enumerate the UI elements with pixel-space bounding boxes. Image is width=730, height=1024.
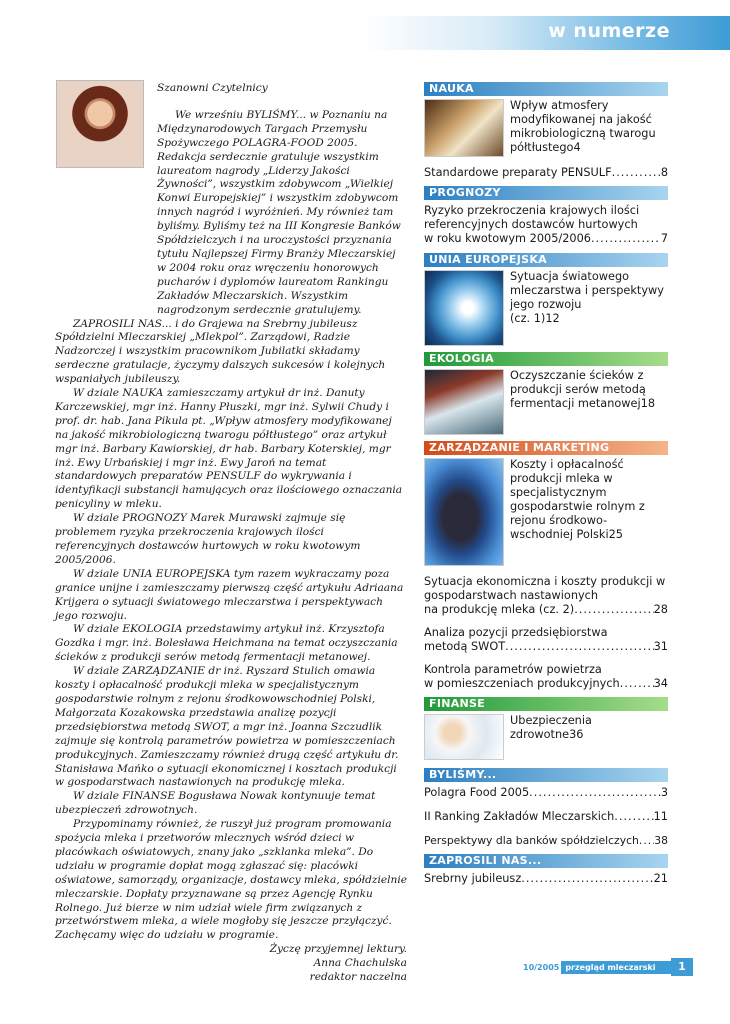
section-header-bylismy: BYLIŚMY... <box>424 768 668 782</box>
toc-entry-title: II Ranking Zakładów Mleczarskich <box>424 810 615 823</box>
toc-entry-title: wschodniej Polski <box>510 528 609 541</box>
header-band <box>360 16 730 50</box>
letter-greeting: Szanowni Czytelnicy <box>157 82 268 94</box>
toc-entry-title: Standardowe preparaty PENSULF <box>424 166 612 179</box>
toc-entry-title: w roku kwotowym 2005/2006 <box>424 232 591 245</box>
letter-paragraph: ZAPROSILI NAS... i do Grajewa na Srebrny jubileusz Spółdzielni Mleczarskiej „Mlekpol”. Zarządowi, Radzie Nadzorczej i wszystkim pracownikom Jubilatki składamy serdeczne gratulacje, życzymy dalszych sukcesów i kolejnych wspaniałych jubileuszy. <box>55 317 386 386</box>
toc-entry[interactable] <box>424 166 668 180</box>
table-of-contents <box>424 82 668 886</box>
letter-paragraph: Przypominamy również, że ruszył już program promowania spożycia mleka i przetworów mlecznych wśród dzieci w placówkach oświatowych, znany jako „szklanka mleka”. Do udziału w programie dopłat mogą zgłaszać się: placówki oświatowe, samorządy, organizacje, dostawcy mleka, spółdzielnie mleczarskie. Dopłaty przyznawane są przez Agencję Rynku Rolnego. Już bierze w nim udział wiele firm związanych z przetwórstwem mleka, a wiele mogłoby się jeszcze przyłączyć. Zachęcamy więc do udziału w programie. <box>55 818 408 942</box>
toc-entry-title: Perspektywy dla banków spółdzielczych <box>424 834 639 847</box>
section-header-finanse: FINANSE <box>424 697 668 711</box>
toc-entry-title: Oczyszczanie ścieków z produkcji serów metodą <box>510 369 646 396</box>
section-header-prognozy: PROGNOZY <box>424 186 668 200</box>
toc-page-number: 25 <box>608 528 623 541</box>
letter-author: Anna Chachulska <box>313 957 407 970</box>
editorial-letter <box>55 82 407 985</box>
toc-entry[interactable] <box>424 369 668 435</box>
toc-page-number: 28 <box>653 603 668 616</box>
page-title: w numerze <box>548 20 670 42</box>
toc-entry-title: półtłustego <box>510 141 574 154</box>
toc-page-number: 38 <box>654 834 668 847</box>
cow-photo <box>424 458 504 566</box>
section-header-nauka: NAUKA <box>424 82 668 96</box>
toc-entry-title: Sytuacja ekonomiczna i koszty produkcji w gospodarstwach nastawionych <box>424 575 666 602</box>
issue-number: 10/2005 <box>523 963 560 972</box>
toc-entry[interactable] <box>424 872 668 886</box>
toc-page-number: 4 <box>573 141 581 154</box>
toc-entry[interactable] <box>424 204 668 246</box>
section-header-ekologia: EKOLOGIA <box>424 352 668 366</box>
section-header-zarzadzanie: ZARZĄDZANIE I MARKETING <box>424 441 668 455</box>
letter-paragraph: We wrześniu BYLIŚMY... w Poznaniu na Międzynarodowych Targach Przemysłu Spożywczego POLAGRA-FOOD 2005. Redakcja serdecznie gratuluje wszystkim laureatom nagrody „Liderzy Jakości Żywności”, wszystkim zdobywcom „Wielkiej Konwi Europejskiej” i wszystkim zdobywcom innych nagród i wyróżnień. My również tam byliśmy. Byliśmy też na III Kongresie Banków Spółdzielczych i na uroczystości przyznania tytułu Najlepszej Firmy Branży Mleczarskiej w 2004 roku oraz wręczeniu honorowych pucharów i dyplomów laureatom Rankingu Zakładów Mleczarskich. Wszystkim nagrodzonym serdecznie gratulujemy. <box>157 108 401 316</box>
toc-entry-title: Polagra Food 2005 <box>424 786 530 799</box>
toc-entry-title: na produkcję mleka (cz. 2) <box>424 603 575 616</box>
toc-page-number: 12 <box>545 312 560 325</box>
toc-entry-title: Srebrny jubileusz <box>424 872 522 885</box>
section-header-unia: UNIA EUROPEJSKA <box>424 253 668 267</box>
toc-entry[interactable] <box>424 714 668 760</box>
toc-entry-title: Sytuacja światowego mleczarstwa i perspektywy jego rozwoju <box>510 270 664 311</box>
letter-paragraph: W dziale EKOLOGIA przedstawimy artykuł inż. Krzysztofa Gozdka i mgr. inż. Bolesława Heichmana na temat oczyszczania ścieków z produkcji serów metodą fermentacji metanowej. <box>55 623 398 664</box>
toc-entry-title: Ubezpieczenia <box>510 714 592 727</box>
toc-page-number: 8 <box>660 166 668 179</box>
toc-page-number: 3 <box>660 786 668 799</box>
toc-entry-title: zdrowotne <box>510 728 570 741</box>
magazine-name: przegląd mleczarski <box>561 961 673 974</box>
toc-entry-title: metodą SWOT <box>424 640 506 653</box>
toc-entry-title: Koszty i opłacalność produkcji mleka w specjalistycznym gospodarstwie rolnym z rejonu środkowo- <box>510 458 645 527</box>
page-footer <box>523 960 686 974</box>
toc-page-number: 36 <box>569 728 584 741</box>
toc-entry[interactable] <box>424 810 668 824</box>
letter-paragraph: W dziale ZARZĄDZANIE dr inż. Ryszard Stulich omawia koszty i opłacalność produkcji mleka w specjalistycznym gospodarstwie rolnym z rejonu środkowowschodniej Polski, Małgorzata Kozakowska przedstawia analizę pozycji przedsiębiorstwa metodą SWOT, a mgr inż. Joanna Szczudlik zajmuje się kontrolą parametrów powietrza w pomieszczeniach produkcyjnych. Zamieszczamy również drugą część artykułu dr. Stanisława Mańko o sytuacji ekonomicznej i kosztach produkcji w gospodarstwach nastawionych na produkcję mleka. <box>55 665 399 789</box>
globe-photo <box>424 270 504 346</box>
toc-entry-title: w pomieszczeniach produkcyjnych <box>424 677 620 690</box>
toc-entry-title: Wpływ atmosfery modyfikowanej na jakość mikrobiologiczną twarogu <box>510 99 656 140</box>
toc-page-number: 18 <box>640 397 656 410</box>
letter-closing: Życzę przyjemnej lektury. <box>269 943 407 956</box>
page-number: 1 <box>671 958 693 976</box>
toc-entry-title: (cz. 1) <box>510 312 546 325</box>
toc-entry[interactable] <box>424 458 668 566</box>
toc-page-number: 21 <box>653 872 668 885</box>
toc-entry[interactable] <box>424 575 668 617</box>
toc-entry[interactable] <box>424 270 668 346</box>
toc-entry-title: Kontrola parametrów powietrza <box>424 663 602 676</box>
letter-paragraph: W dziale FINANSE Bogusława Nowak kontynuuje temat ubezpieczeń zdrowotnych. <box>55 790 376 817</box>
toc-entry[interactable] <box>424 626 668 654</box>
toc-entry[interactable] <box>424 99 668 157</box>
toc-entry-title: fermentacji metanowej <box>510 397 641 410</box>
toc-page-number: 31 <box>653 640 668 653</box>
letter-paragraph: W dziale PROGNOZY Marek Murawski zajmuje się problemem ryzyka przekroczenia krajowych ilości referencyjnych dostawców hurtowych w roku kwotowym 2005/2006. <box>55 512 361 566</box>
cheese-photo <box>424 99 504 157</box>
letter-paragraph: W dziale NAUKA zamieszczamy artykuł dr inż. Danuty Karczewskiej, mgr inż. Hanny Płuszki, mgr inż. Sylwii Chudy i prof. dr. hab. Jana Pikula pt. „Wpływ atmosfery modyfikowanej na jakość mikrobiologiczną twarogu półtłustego” oraz artykuł mgr inż. Barbary Kawiorskiej, dr hab. Barbary Koterskiej, mgr inż. Ewy Urbańskiej i mgr inż. Ewy Jaroń na temat standardowych preparatów PENSULF do wykrywania i identyfikacji substancji hamujących oraz ilościowego oznaczania penicyliny w mleku. <box>55 387 403 511</box>
doctor-photo <box>424 714 504 760</box>
toc-entry-title: Analiza pozycji przedsiębiorstwa <box>424 626 608 639</box>
toc-page-number: 7 <box>660 232 668 245</box>
letter-role: redaktor naczelna <box>309 971 407 984</box>
toc-entry[interactable] <box>424 834 668 848</box>
toc-entry[interactable] <box>424 786 668 800</box>
section-header-zaprosili: ZAPROSILI NAS... <box>424 854 668 868</box>
toc-page-number: 11 <box>653 810 668 823</box>
wastewater-photo <box>424 369 504 435</box>
letter-paragraph: W dziale UNIA EUROPEJSKA tym razem wykraczamy poza granice unijne i zamieszczamy pierwszą część artykułu Adriaana Krijgera o sytuacji światowego mleczarstwa i perspektywach jego rozwoju. <box>55 567 404 622</box>
toc-page-number: 34 <box>653 677 668 690</box>
toc-entry-title: Ryzyko przekroczenia krajowych ilości referencyjnych dostawców hurtowych <box>424 204 640 231</box>
toc-entry[interactable] <box>424 663 668 691</box>
